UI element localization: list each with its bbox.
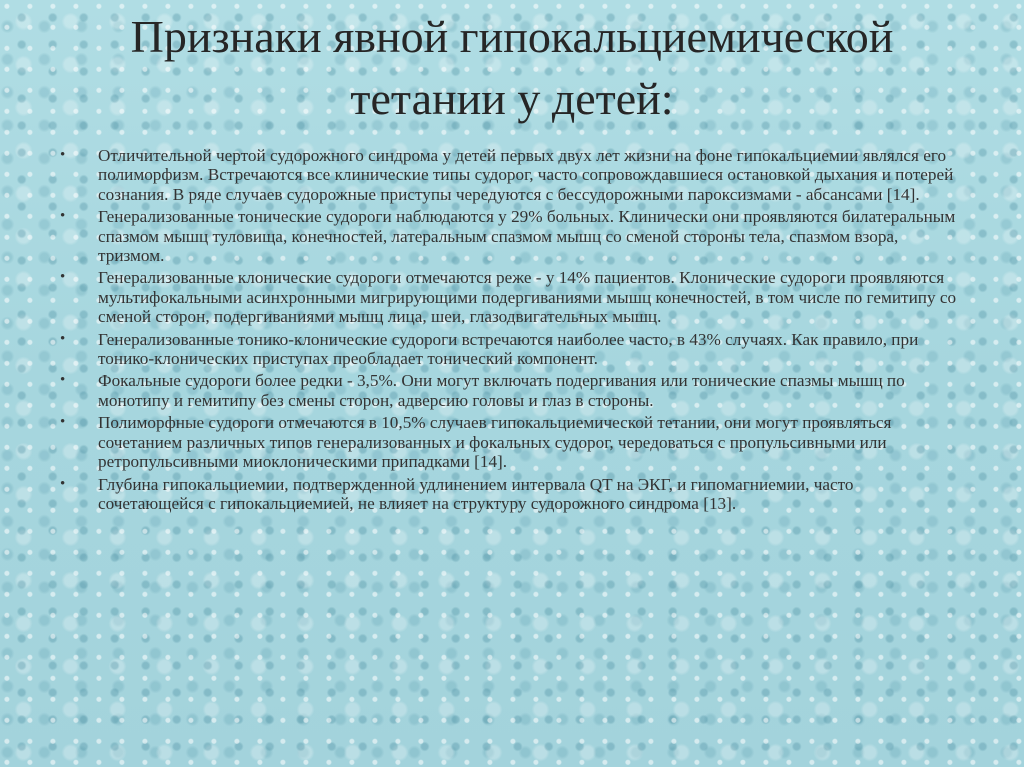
bullet-list <box>60 146 960 516</box>
slide-title-line-1: Признаки явной гипокальциемической <box>130 11 894 62</box>
bullet-icon: • <box>60 330 66 347</box>
bullet-item <box>60 146 960 204</box>
bullet-icon: • <box>60 269 66 286</box>
slide-title-line-2: тетании у детей: <box>350 73 674 124</box>
bullet-item <box>60 413 960 471</box>
bullet-icon: • <box>60 208 66 225</box>
bullet-item <box>60 475 960 514</box>
bullet-text: Отличительной чертой судорожного синдрома у детей первых двух лет жизни на фоне гипокальциемии являлся его полиморфизм. Встречаются все клинические типы судорог, часто сопровождавшиеся остановкой дыхания и потерей сознания. В ряде случаев судорожные приступы чередуются с бессудорожными пароксизмами - абсансами [14]. <box>98 146 954 204</box>
bullet-item <box>60 371 960 410</box>
bullet-icon: • <box>60 414 66 431</box>
slide-title <box>40 6 984 130</box>
bullet-icon: • <box>60 147 66 163</box>
bullet-item <box>60 207 960 265</box>
bullet-item <box>60 330 960 369</box>
bullet-text: Генерализованные клонические судороги отмечаются реже - у 14% пациентов. Клонические судороги проявляются мультифокальными асинхронными мигрирующими подергиваниями мышц конечностей, в том числе по гемитипу со сменой сторон, подергиваниями мышц лица, шеи, глазодвигательных мышц. <box>98 268 957 327</box>
bullet-text: Полиморфные судороги отмечаются в 10,5% случаев гипокальциемической тетании, они могут проявляться сочетанием различных типов генерализованных и фокальных судорог, чередоваться с пропульсивными или ретропульсивными миоклоническими припадками [14]. <box>98 413 892 472</box>
bullet-text: Глубина гипокальциемии, подтвержденной удлинением интервала QT на ЭКГ, и гипомагниемии, часто сочетающейся с гипокальциемией, не влияет на структуру судорожного синдрома [13]. <box>98 474 854 513</box>
bullet-text: Генерализованные тонико-клонические судороги встречаются наиболее часто, в 43% случаях. Как правило, при тонико-клонических приступах преобладает тонический компонент. <box>98 329 919 369</box>
bullet-icon: • <box>60 372 66 389</box>
bullet-icon: • <box>60 475 66 492</box>
bullet-text: Фокальные судороги более редки - 3,5%. Они могут включать подергивания или тонические спазмы мышц по монотипу и гемитипу без смены сторон, адверсию головы и глаз в стороны. <box>98 371 905 410</box>
bullet-item <box>60 268 960 326</box>
bullet-text: Генерализованные тонические судороги наблюдаются у 29% больных. Клинически они проявляются билатеральным спазмом мышц туловища, конечностей, латеральным спазмом мышц со сменой стороны тела, спазмом взора, тризмом. <box>98 207 956 266</box>
